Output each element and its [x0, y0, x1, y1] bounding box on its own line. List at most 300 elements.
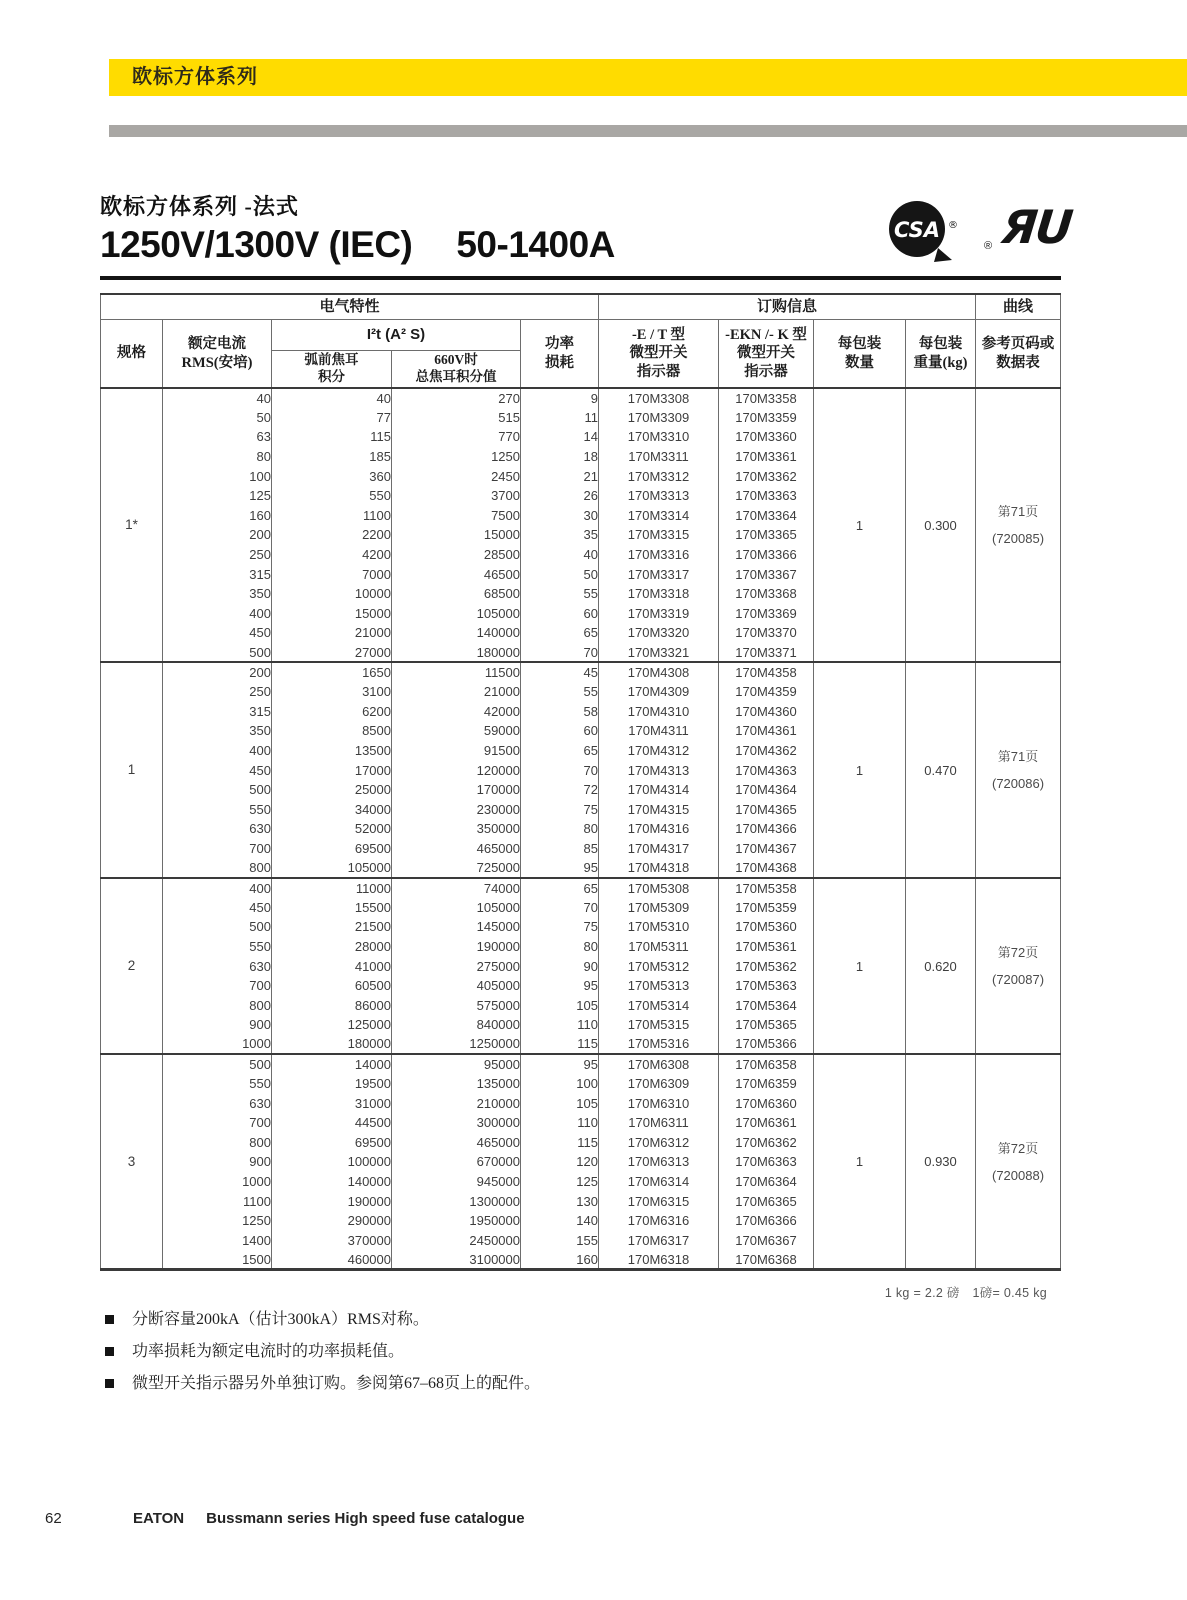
- cell-rated-current: 250: [163, 545, 272, 565]
- cell-prearc-i2t: 19500: [272, 1074, 392, 1094]
- cell-part-et: 170M6315: [599, 1191, 719, 1211]
- header-weight-per-pack: [906, 320, 976, 389]
- cell-size: 1*: [101, 388, 163, 662]
- ul-recognized-logo-icon: [984, 198, 1074, 264]
- cell-power-loss: 35: [521, 525, 599, 545]
- series-subtitle: 欧标方体系列 -法式: [100, 194, 299, 219]
- cell-part-et: 170M4315: [599, 799, 719, 819]
- cell-power-loss: 70: [521, 760, 599, 780]
- cell-prearc-i2t: 550: [272, 486, 392, 506]
- cell-part-et: 170M6311: [599, 1113, 719, 1133]
- cell-part-et: 170M3308: [599, 388, 719, 408]
- cell-total-i2t: 270: [392, 388, 521, 408]
- cell-part-ekn: 170M5359: [719, 897, 814, 917]
- cell-total-i2t: 105000: [392, 897, 521, 917]
- header-ekn-line2: 微型开关: [737, 345, 795, 362]
- cell-part-et: 170M4312: [599, 741, 719, 761]
- cell-part-ekn: 170M3362: [719, 466, 814, 486]
- header-total-i2t: [392, 351, 521, 389]
- cell-total-i2t: 1950000: [392, 1211, 521, 1231]
- cell-total-i2t: 59000: [392, 721, 521, 741]
- bullet-square-icon: [105, 1379, 114, 1388]
- cell-power-loss: 125: [521, 1172, 599, 1192]
- cell-rated-current: 50: [163, 408, 272, 428]
- bullet-square-icon: [105, 1315, 114, 1324]
- cell-rated-current: 500: [163, 780, 272, 800]
- cell-rated-current: 200: [163, 525, 272, 545]
- cell-rated-current: 40: [163, 388, 272, 408]
- cell-ref-page: [976, 1054, 1061, 1270]
- cell-part-ekn: 170M6364: [719, 1172, 814, 1192]
- divider-bar: [109, 125, 1187, 137]
- cell-part-et: 170M4317: [599, 839, 719, 859]
- cell-rated-current: 1100: [163, 1191, 272, 1211]
- cell-part-ekn: 170M4365: [719, 799, 814, 819]
- cell-part-et: 170M5308: [599, 878, 719, 898]
- cell-part-ekn: 170M3363: [719, 486, 814, 506]
- cell-part-ekn: 170M6365: [719, 1191, 814, 1211]
- cell-rated-current: 450: [163, 760, 272, 780]
- cell-part-ekn: 170M4360: [719, 702, 814, 722]
- cell-total-i2t: 515: [392, 408, 521, 428]
- cell-total-i2t: 1250000: [392, 1035, 521, 1055]
- cell-power-loss: 160: [521, 1250, 599, 1270]
- cell-prearc-i2t: 14000: [272, 1054, 392, 1074]
- cell-prearc-i2t: 15500: [272, 897, 392, 917]
- cell-part-ekn: 170M4358: [719, 662, 814, 682]
- cell-total-i2t: 46500: [392, 564, 521, 584]
- footnote-text: 分断容量200kA（估计300kA）RMS对称。: [132, 1311, 429, 1328]
- cell-power-loss: 11: [521, 408, 599, 428]
- cell-part-et: 170M3317: [599, 564, 719, 584]
- cell-prearc-i2t: 370000: [272, 1231, 392, 1251]
- cell-power-loss: 65: [521, 741, 599, 761]
- header-curve: 曲线: [976, 294, 1061, 320]
- cell-power-loss: 50: [521, 564, 599, 584]
- cell-prearc-i2t: 40: [272, 388, 392, 408]
- cell-rated-current: 450: [163, 623, 272, 643]
- header-size: 规格: [101, 320, 163, 389]
- cell-part-ekn: 170M4366: [719, 819, 814, 839]
- cell-prearc-i2t: 190000: [272, 1191, 392, 1211]
- cell-rated-current: 100: [163, 466, 272, 486]
- cell-part-ekn: 170M3360: [719, 427, 814, 447]
- cell-weight-per-pack: 0.300: [906, 388, 976, 662]
- cell-total-i2t: 105000: [392, 604, 521, 624]
- cell-total-i2t: 770: [392, 427, 521, 447]
- cell-rated-current: 630: [163, 1093, 272, 1113]
- cell-total-i2t: 405000: [392, 976, 521, 996]
- cell-part-ekn: 170M3367: [719, 564, 814, 584]
- cell-power-loss: 45: [521, 662, 599, 682]
- cell-total-i2t: 3100000: [392, 1250, 521, 1270]
- header-power-loss-line1: 功率: [545, 336, 574, 353]
- cell-part-ekn: 170M5364: [719, 995, 814, 1015]
- series-banner-label: 欧标方体系列: [132, 66, 258, 88]
- cell-part-ekn: 170M6359: [719, 1074, 814, 1094]
- cell-total-i2t: 2450: [392, 466, 521, 486]
- cell-rated-current: 1000: [163, 1035, 272, 1055]
- cell-power-loss: 90: [521, 956, 599, 976]
- cell-prearc-i2t: 6200: [272, 702, 392, 722]
- header-electrical: 电气特性: [101, 294, 599, 320]
- cell-total-i2t: 2450000: [392, 1231, 521, 1251]
- cell-part-et: 170M6312: [599, 1133, 719, 1153]
- cell-part-et: 170M4309: [599, 682, 719, 702]
- cell-rated-current: 550: [163, 799, 272, 819]
- header-prearc-line1: 弧前焦耳: [304, 352, 359, 368]
- footnote-text: 功率损耗为额定电流时的功率损耗值。: [132, 1343, 405, 1360]
- cell-power-loss: 85: [521, 839, 599, 859]
- cell-power-loss: 95: [521, 1054, 599, 1074]
- cell-power-loss: 60: [521, 721, 599, 741]
- registered-mark: ®: [984, 240, 993, 252]
- cell-prearc-i2t: 15000: [272, 604, 392, 624]
- footnote-line: [100, 1311, 540, 1330]
- cell-prearc-i2t: 69500: [272, 1133, 392, 1153]
- cell-part-et: 170M4313: [599, 760, 719, 780]
- cell-rated-current: 250: [163, 682, 272, 702]
- catalogue-title: [133, 1510, 525, 1527]
- cell-part-et: 170M3320: [599, 623, 719, 643]
- cell-prearc-i2t: 2200: [272, 525, 392, 545]
- ref-datasheet-code: (720085): [991, 531, 1045, 547]
- table-row: [101, 662, 1061, 682]
- cell-power-loss: 14: [521, 427, 599, 447]
- svg-text:CSA: CSA: [893, 218, 941, 242]
- series-banner: [109, 59, 1187, 96]
- cell-total-i2t: 3700: [392, 486, 521, 506]
- cell-power-loss: 58: [521, 702, 599, 722]
- cell-qty-per-pack: 1: [814, 1054, 906, 1270]
- cell-part-et: 170M6318: [599, 1250, 719, 1270]
- cell-rated-current: 350: [163, 721, 272, 741]
- cell-weight-per-pack: 0.930: [906, 1054, 976, 1270]
- kg-conversion-note: 1 kg = 2.2 磅 1磅= 0.45 kg: [884, 1286, 1047, 1300]
- cell-part-ekn: 170M3364: [719, 506, 814, 526]
- cell-prearc-i2t: 290000: [272, 1211, 392, 1231]
- cell-rated-current: 125: [163, 486, 272, 506]
- cell-size: 3: [101, 1054, 163, 1270]
- cell-power-loss: 40: [521, 545, 599, 565]
- cell-total-i2t: 21000: [392, 682, 521, 702]
- cell-part-et: 170M3321: [599, 643, 719, 663]
- ref-page-number: 第72页: [997, 945, 1039, 961]
- footnote-line: [100, 1375, 540, 1394]
- cell-part-et: 170M6317: [599, 1231, 719, 1251]
- cell-rated-current: 315: [163, 564, 272, 584]
- cell-rated-current: 630: [163, 819, 272, 839]
- cell-prearc-i2t: 69500: [272, 839, 392, 859]
- cell-total-i2t: 135000: [392, 1074, 521, 1094]
- cell-part-et: 170M6309: [599, 1074, 719, 1094]
- cell-total-i2t: 140000: [392, 623, 521, 643]
- cell-weight-per-pack: 0.470: [906, 662, 976, 878]
- header-ref-line2: 数据表: [996, 354, 1040, 371]
- cell-rated-current: 800: [163, 995, 272, 1015]
- cell-part-et: 170M6310: [599, 1093, 719, 1113]
- cell-rated-current: 400: [163, 741, 272, 761]
- cell-rated-current: 160: [163, 506, 272, 526]
- cell-part-et: 170M5314: [599, 995, 719, 1015]
- cell-qty-per-pack: 1: [814, 388, 906, 662]
- cell-total-i2t: 945000: [392, 1172, 521, 1192]
- cell-prearc-i2t: 1650: [272, 662, 392, 682]
- cell-rated-current: 700: [163, 976, 272, 996]
- cell-prearc-i2t: 77: [272, 408, 392, 428]
- cell-part-et: 170M4314: [599, 780, 719, 800]
- cell-total-i2t: 15000: [392, 525, 521, 545]
- cell-total-i2t: 190000: [392, 937, 521, 957]
- cell-power-loss: 65: [521, 623, 599, 643]
- cell-prearc-i2t: 41000: [272, 956, 392, 976]
- cell-part-ekn: 170M4361: [719, 721, 814, 741]
- cell-rated-current: 1400: [163, 1231, 272, 1251]
- cell-power-loss: 110: [521, 1113, 599, 1133]
- cell-part-ekn: 170M4364: [719, 780, 814, 800]
- cell-total-i2t: 210000: [392, 1093, 521, 1113]
- cell-prearc-i2t: 105000: [272, 858, 392, 878]
- cell-size: 1: [101, 662, 163, 878]
- cell-prearc-i2t: 60500: [272, 976, 392, 996]
- cell-ref-page: [976, 388, 1061, 662]
- cell-part-ekn: 170M5358: [719, 878, 814, 898]
- cell-part-et: 170M3319: [599, 604, 719, 624]
- table-row: [101, 1054, 1061, 1074]
- cell-power-loss: 72: [521, 780, 599, 800]
- cell-total-i2t: 465000: [392, 839, 521, 859]
- cell-size: 2: [101, 878, 163, 1054]
- cell-rated-current: 450: [163, 897, 272, 917]
- cell-prearc-i2t: 7000: [272, 564, 392, 584]
- header-total-line2: 总焦耳积分值: [415, 369, 497, 384]
- cell-total-i2t: 170000: [392, 780, 521, 800]
- header-ekn-indicator: [719, 320, 814, 389]
- cell-part-ekn: 170M6367: [719, 1231, 814, 1251]
- cell-part-et: 170M6314: [599, 1172, 719, 1192]
- cell-power-loss: 55: [521, 682, 599, 702]
- ref-page-number: 第71页: [997, 504, 1039, 520]
- cell-power-loss: 9: [521, 388, 599, 408]
- cell-total-i2t: 180000: [392, 643, 521, 663]
- cell-part-et: 170M4311: [599, 721, 719, 741]
- table-row: [101, 878, 1061, 898]
- fuse-data-table: [100, 293, 1061, 1271]
- header-total-line1: 660V时: [434, 352, 478, 368]
- cell-rated-current: 900: [163, 1015, 272, 1035]
- cell-prearc-i2t: 25000: [272, 780, 392, 800]
- cell-rated-current: 900: [163, 1152, 272, 1172]
- cell-rated-current: 350: [163, 584, 272, 604]
- cell-prearc-i2t: 52000: [272, 819, 392, 839]
- cell-power-loss: 95: [521, 858, 599, 878]
- cell-part-ekn: 170M5366: [719, 1035, 814, 1055]
- cell-rated-current: 700: [163, 839, 272, 859]
- cell-total-i2t: 670000: [392, 1152, 521, 1172]
- cell-part-et: 170M4316: [599, 819, 719, 839]
- cell-total-i2t: 11500: [392, 662, 521, 682]
- cell-prearc-i2t: 34000: [272, 799, 392, 819]
- header-power-loss: [521, 320, 599, 389]
- cell-power-loss: 80: [521, 819, 599, 839]
- cell-part-ekn: 170M5363: [719, 976, 814, 996]
- cell-rated-current: 800: [163, 858, 272, 878]
- voltage-rating: 1250V/1300V (IEC): [100, 224, 413, 265]
- header-weight-line1: 每包装: [918, 336, 963, 353]
- header-qty-line1: 每包装: [837, 336, 882, 353]
- cell-rated-current: 550: [163, 1074, 272, 1094]
- cell-part-et: 170M3315: [599, 525, 719, 545]
- cell-ref-page: [976, 662, 1061, 878]
- cell-power-loss: 75: [521, 917, 599, 937]
- title-rule: [100, 276, 1061, 280]
- cell-rated-current: 800: [163, 1133, 272, 1153]
- cell-prearc-i2t: 31000: [272, 1093, 392, 1113]
- cell-part-et: 170M3311: [599, 447, 719, 467]
- cell-power-loss: 60: [521, 604, 599, 624]
- cell-part-ekn: 170M6361: [719, 1113, 814, 1133]
- cell-part-ekn: 170M6363: [719, 1152, 814, 1172]
- cell-part-ekn: 170M3369: [719, 604, 814, 624]
- cell-power-loss: 115: [521, 1035, 599, 1055]
- cell-power-loss: 115: [521, 1133, 599, 1153]
- cell-power-loss: 70: [521, 897, 599, 917]
- cell-rated-current: 80: [163, 447, 272, 467]
- cell-part-ekn: 170M3365: [719, 525, 814, 545]
- cell-prearc-i2t: 86000: [272, 995, 392, 1015]
- ul-mark-glyph: ЯU: [999, 200, 1074, 254]
- cell-part-ekn: 170M3366: [719, 545, 814, 565]
- page-number: 62: [45, 1510, 62, 1527]
- cell-part-et: 170M3314: [599, 506, 719, 526]
- cell-part-et: 170M3312: [599, 466, 719, 486]
- cell-rated-current: 500: [163, 643, 272, 663]
- cell-power-loss: 18: [521, 447, 599, 467]
- cell-prearc-i2t: 115: [272, 427, 392, 447]
- table-header-sections: [101, 294, 1061, 320]
- cell-prearc-i2t: 1100: [272, 506, 392, 526]
- cell-total-i2t: 95000: [392, 1054, 521, 1074]
- header-prearc-i2t: [272, 351, 392, 389]
- cell-part-et: 170M6308: [599, 1054, 719, 1074]
- cell-total-i2t: 120000: [392, 760, 521, 780]
- cell-total-i2t: 300000: [392, 1113, 521, 1133]
- cell-power-loss: 105: [521, 995, 599, 1015]
- cell-prearc-i2t: 460000: [272, 1250, 392, 1270]
- cell-rated-current: 1500: [163, 1250, 272, 1270]
- catalogue-name: Bussmann series High speed fuse catalogue: [206, 1510, 525, 1527]
- brand-name: EATON: [133, 1510, 185, 1527]
- header-ekn-line3: 指示器: [744, 363, 788, 380]
- cell-total-i2t: 230000: [392, 799, 521, 819]
- cell-rated-current: 200: [163, 662, 272, 682]
- cell-power-loss: 95: [521, 976, 599, 996]
- cell-prearc-i2t: 13500: [272, 741, 392, 761]
- cell-prearc-i2t: 8500: [272, 721, 392, 741]
- amp-range: 50-1400A: [456, 224, 615, 265]
- cell-part-ekn: 170M4367: [719, 839, 814, 859]
- cell-prearc-i2t: 17000: [272, 760, 392, 780]
- header-ref-line1: 参考页码或: [981, 336, 1055, 353]
- cell-power-loss: 120: [521, 1152, 599, 1172]
- header-power-loss-line2: 损耗: [545, 354, 574, 371]
- footnote-text: 微型开关指示器另外单独订购。参阅第67–68页上的配件。: [132, 1375, 541, 1392]
- cell-prearc-i2t: 28000: [272, 937, 392, 957]
- cell-part-et: 170M4318: [599, 858, 719, 878]
- cell-prearc-i2t: 360: [272, 466, 392, 486]
- table-header: [101, 294, 1061, 388]
- cell-part-et: 170M5316: [599, 1035, 719, 1055]
- cell-part-ekn: 170M4362: [719, 741, 814, 761]
- header-et-line3: 指示器: [636, 363, 681, 380]
- cell-rated-current: 400: [163, 878, 272, 898]
- csa-logo-icon: [886, 198, 964, 264]
- ref-page-number: 第72页: [997, 1140, 1039, 1156]
- cell-part-ekn: 170M4363: [719, 760, 814, 780]
- svg-text:®: ®: [948, 220, 958, 231]
- cell-power-loss: 26: [521, 486, 599, 506]
- cell-power-loss: 21: [521, 466, 599, 486]
- cell-part-ekn: 170M6368: [719, 1250, 814, 1270]
- header-rated-current: [163, 320, 272, 389]
- cell-part-ekn: 170M3371: [719, 643, 814, 663]
- cell-total-i2t: 42000: [392, 702, 521, 722]
- cell-power-loss: 30: [521, 506, 599, 526]
- cell-total-i2t: 725000: [392, 858, 521, 878]
- cell-total-i2t: 68500: [392, 584, 521, 604]
- cell-qty-per-pack: 1: [814, 878, 906, 1054]
- header-i2t: I²t (A² S): [272, 320, 521, 351]
- cell-power-loss: 70: [521, 643, 599, 663]
- cell-power-loss: 80: [521, 937, 599, 957]
- header-qty-per-pack: [814, 320, 906, 389]
- cell-total-i2t: 840000: [392, 1015, 521, 1035]
- cell-part-et: 170M5312: [599, 956, 719, 976]
- cell-power-loss: 110: [521, 1015, 599, 1035]
- table-row: [101, 388, 1061, 408]
- cell-part-et: 170M3318: [599, 584, 719, 604]
- cell-rated-current: 550: [163, 937, 272, 957]
- header-rated-current-line2: RMS(安培): [181, 354, 253, 371]
- cell-part-ekn: 170M3361: [719, 447, 814, 467]
- cell-rated-current: 400: [163, 604, 272, 624]
- cell-rated-current: 63: [163, 427, 272, 447]
- cell-part-ekn: 170M5361: [719, 937, 814, 957]
- cell-total-i2t: 7500: [392, 506, 521, 526]
- cell-part-ekn: 170M3358: [719, 388, 814, 408]
- cell-total-i2t: 145000: [392, 917, 521, 937]
- cell-part-ekn: 170M5362: [719, 956, 814, 976]
- cell-part-et: 170M5315: [599, 1015, 719, 1035]
- header-ekn-line1: -EKN /- K 型: [725, 327, 807, 344]
- cell-power-loss: 75: [521, 799, 599, 819]
- cell-rated-current: 1250: [163, 1211, 272, 1231]
- table-header-columns: [101, 320, 1061, 351]
- cell-part-ekn: 170M3370: [719, 623, 814, 643]
- header-weight-line2: 重量(kg): [913, 354, 968, 371]
- cell-part-ekn: 170M6362: [719, 1133, 814, 1153]
- cell-rated-current: 500: [163, 917, 272, 937]
- cell-total-i2t: 465000: [392, 1133, 521, 1153]
- cell-total-i2t: 28500: [392, 545, 521, 565]
- cell-part-ekn: 170M4368: [719, 858, 814, 878]
- cell-part-et: 170M6313: [599, 1152, 719, 1172]
- bullet-square-icon: [105, 1347, 114, 1356]
- footnotes: [100, 1311, 540, 1407]
- cell-part-et: 170M5310: [599, 917, 719, 937]
- cell-prearc-i2t: 21000: [272, 623, 392, 643]
- cell-rated-current: 315: [163, 702, 272, 722]
